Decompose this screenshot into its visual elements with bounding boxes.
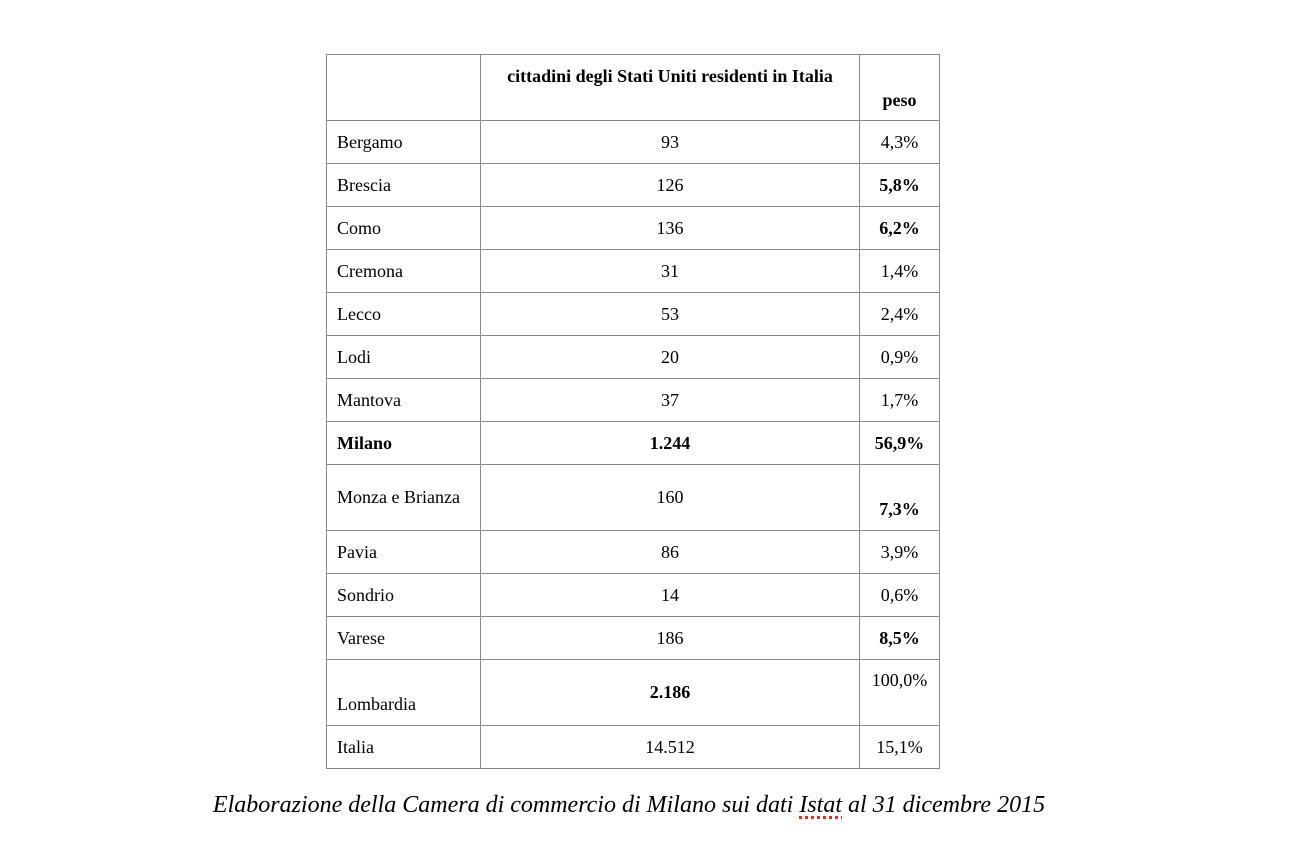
data-table	[326, 54, 940, 769]
row-value: 2.186	[481, 660, 860, 726]
row-name: Lodi	[327, 336, 481, 379]
row-name: Monza e Brianza	[327, 465, 481, 531]
table-row	[327, 336, 940, 379]
table-caption	[0, 792, 1258, 819]
row-value: 20	[481, 336, 860, 379]
row-pct: 0,6%	[860, 574, 940, 617]
row-value: 126	[481, 164, 860, 207]
table-header-row	[327, 55, 940, 121]
table-row	[327, 164, 940, 207]
row-name: Mantova	[327, 379, 481, 422]
header-cell-weight: peso	[860, 55, 940, 121]
table-row	[327, 617, 940, 660]
caption-text-before: Elaborazione della Camera di commercio di Milano sui dati	[212, 792, 800, 818]
row-value: 31	[481, 250, 860, 293]
table-row	[327, 293, 940, 336]
table-row	[327, 422, 940, 465]
row-pct: 1,4%	[860, 250, 940, 293]
row-name: Varese	[327, 617, 481, 660]
table-row	[327, 726, 940, 769]
row-name: Sondrio	[327, 574, 481, 617]
table-row	[327, 379, 940, 422]
row-pct: 8,5%	[860, 617, 940, 660]
row-name: Como	[327, 207, 481, 250]
row-pct: 56,9%	[860, 422, 940, 465]
row-name: Lecco	[327, 293, 481, 336]
row-name: Cremona	[327, 250, 481, 293]
table-row	[327, 250, 940, 293]
table-row	[327, 121, 940, 164]
row-name: Lombardia	[327, 660, 481, 726]
header-cell-residents: cittadini degli Stati Uniti residenti in Italia	[481, 55, 860, 121]
row-value: 53	[481, 293, 860, 336]
row-pct: 4,3%	[860, 121, 940, 164]
table-row	[327, 531, 940, 574]
row-name: Milano	[327, 422, 481, 465]
row-pct: 1,7%	[860, 379, 940, 422]
row-name: Pavia	[327, 531, 481, 574]
row-pct: 2,4%	[860, 293, 940, 336]
row-pct: 100,0%	[860, 660, 940, 726]
row-value: 86	[481, 531, 860, 574]
row-value: 1.244	[481, 422, 860, 465]
row-name: Italia	[327, 726, 481, 769]
row-value: 93	[481, 121, 860, 164]
row-value: 186	[481, 617, 860, 660]
table-row	[327, 465, 940, 531]
caption-text-after: al 31 dicembre 2015	[842, 792, 1046, 818]
table-row	[327, 660, 940, 726]
spellcheck-flagged-word[interactable]: Istat	[799, 792, 842, 818]
row-name: Brescia	[327, 164, 481, 207]
row-value: 14	[481, 574, 860, 617]
row-pct: 5,8%	[860, 164, 940, 207]
row-pct: 3,9%	[860, 531, 940, 574]
row-value: 160	[481, 465, 860, 531]
row-value: 14.512	[481, 726, 860, 769]
row-pct: 7,3%	[860, 465, 940, 531]
table-row	[327, 574, 940, 617]
row-pct: 15,1%	[860, 726, 940, 769]
table-row	[327, 207, 940, 250]
header-cell-empty	[327, 55, 481, 121]
row-pct: 6,2%	[860, 207, 940, 250]
row-name: Bergamo	[327, 121, 481, 164]
row-value: 37	[481, 379, 860, 422]
row-value: 136	[481, 207, 860, 250]
row-pct: 0,9%	[860, 336, 940, 379]
